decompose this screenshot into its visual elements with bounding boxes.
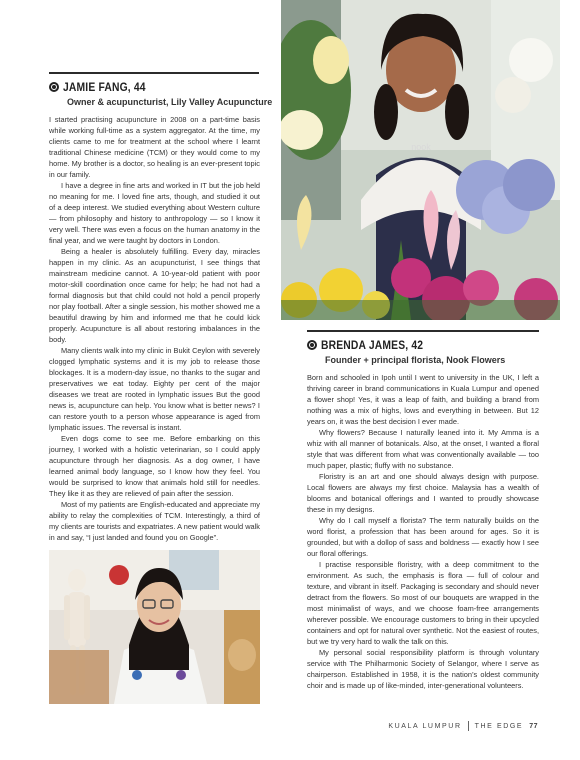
paragraph: My personal social responsibility platform is through voluntary service with The Philharmonic Society of Selangor, where I serve as chairperson. Established in 1958, it is the nation’s oldest community choir and is made up of like-minded, inter-generational volunteers.	[307, 648, 539, 690]
paragraph: I practise responsible floristry, with a deep commitment to the environment. As such, the emphasis is flora — full of colour and texture, and vibrant in itself. Packaging is secondary and should never detract from the flowers. So most of our bouquets are wrapped in the most minimalist of ways, and we choose foam-free arrangements wherever possible. We encourage customers to bring in their upcycled containers and opt for natural over synthetic. Not the easiest of routes, but we try very hard to walk the talk on this.	[307, 560, 539, 646]
paragraph: Floristry is an art and one should always design with purpose. Local flowers are always my first choice. Malaysia has a wealth of blooms and botanical offerings and I wanted to proudly showcase these in my designs.	[307, 472, 539, 514]
header-rule	[307, 330, 539, 332]
paragraph: Many clients walk into my clinic in Bukit Ceylon with severely clogged lymphatic systems and it is my job to release those blockages. It is a modern-day issue, no thanks to the sugar and preservatives we eat today. Eighty per cent of the major diseases we treat are rooted in lymphatic issues But the good news is, acupuncture can help. You know what is better news? I can restore youth to a person whose appearance is aged from lymphatic issues. The reversal is instant.	[49, 346, 260, 432]
page-number: 77	[529, 722, 538, 730]
page-footer	[388, 721, 538, 731]
footer-publication: THE EDGE	[474, 722, 524, 730]
bullet-circle-icon	[307, 340, 317, 350]
acupuncturist-photo-illustration	[49, 550, 260, 704]
paragraph: Why do I call myself a florista? The term naturally builds on the word florist, a profession that has been around for ages. So it is grounded, but with a dollop of sass and boldness — exactly how I see our floral offerings.	[307, 516, 539, 558]
jamie-article-text	[49, 114, 260, 543]
paragraph: Born and schooled in Ipoh until I went to university in the UK, I left a thriving career in brand communications in Kuala Lumpur and opened a flower shop! Yes, it was a leap of faith, and building a brand from nothing was a mix of highs, lows and everything in between. But 12 years on, it was the best decision I ever made.	[307, 373, 539, 426]
paragraph: I started practising acupuncture in 2008 on a part-time basis while working full-time as a system aggregator. At the time, my clients came to me for treatment at the school where I learnt traditional Chinese medicine (TCM) or they would come to my home. My brother is a doctor, so healing is an ever-present topic in our family.	[49, 115, 260, 179]
paragraph: I have a degree in fine arts and worked in IT but the job held no meaning for me. I loved fine arts, though, and studied it out of a deep interest. We studied everything about Western culture — from philosophy and history to anthropology — so I know it very well. There was even a focus on the human anatomy in the final year, and we were taught by doctors in London.	[49, 181, 260, 245]
paragraph: Being a healer is absolutely fulfilling. Every day, miracles happen in my clinic. As an acupuncturist, I see things that mainstream medicine cannot. A 10-year-old patient with poor motor-skill coordination once came for help; he had not had a formal diagnosis but that child could not hold a pencil properly nor play football. After a single session, his mother showed me a beautiful drawing by him and informed me that he could kick properly. Acupuncture is all about restoring imbalances in the body.	[49, 247, 260, 344]
florist-photo	[281, 0, 560, 320]
paragraph: Most of my patients are English-educated and appreciate my ability to relay the complexities of TCM. Interestingly, a third of my clients are tourists and expatriates. A new patient would walk in and say, “I just landed and found you on Google”.	[49, 500, 260, 542]
brenda-profile-header	[307, 330, 539, 365]
brenda-role: Founder + principal florista, Nook Flowers	[325, 355, 506, 365]
brenda-article-text	[307, 372, 539, 691]
paragraph: Why flowers? Because I naturally leaned into it. My Amma is a whiz with all manner of botanicals. Also, at the onset, I wanted a floral style that was different from what was conventionally available — too much paper, plastic; fluffy with no substance.	[307, 428, 539, 470]
footer-city: KUALA LUMPUR	[388, 722, 462, 730]
jamie-role: Owner & acupuncturist, Lily Valley Acupuncture	[67, 97, 273, 107]
brenda-name: BRENDA JAMES, 42	[321, 338, 424, 352]
paragraph: Even dogs come to see me. Before embarking on this journey, I worked with a holistic veterinarian, so I could apply acupuncture through her diagnosis. As a dog owner, I have learned animal body language, so I know how they feel. You would be surprised to know that animals hold still for needles. They like it as they are relieved of pain after the session.	[49, 434, 260, 498]
acupuncturist-photo	[49, 550, 260, 704]
footer-divider	[468, 721, 469, 731]
apron-text: nook	[411, 142, 431, 152]
bullet-circle-icon	[49, 82, 59, 92]
florist-photo-illustration	[281, 0, 560, 320]
jamie-profile-header	[49, 72, 273, 107]
jamie-name: JAMIE FANG, 44	[63, 80, 146, 94]
header-rule	[49, 72, 259, 74]
